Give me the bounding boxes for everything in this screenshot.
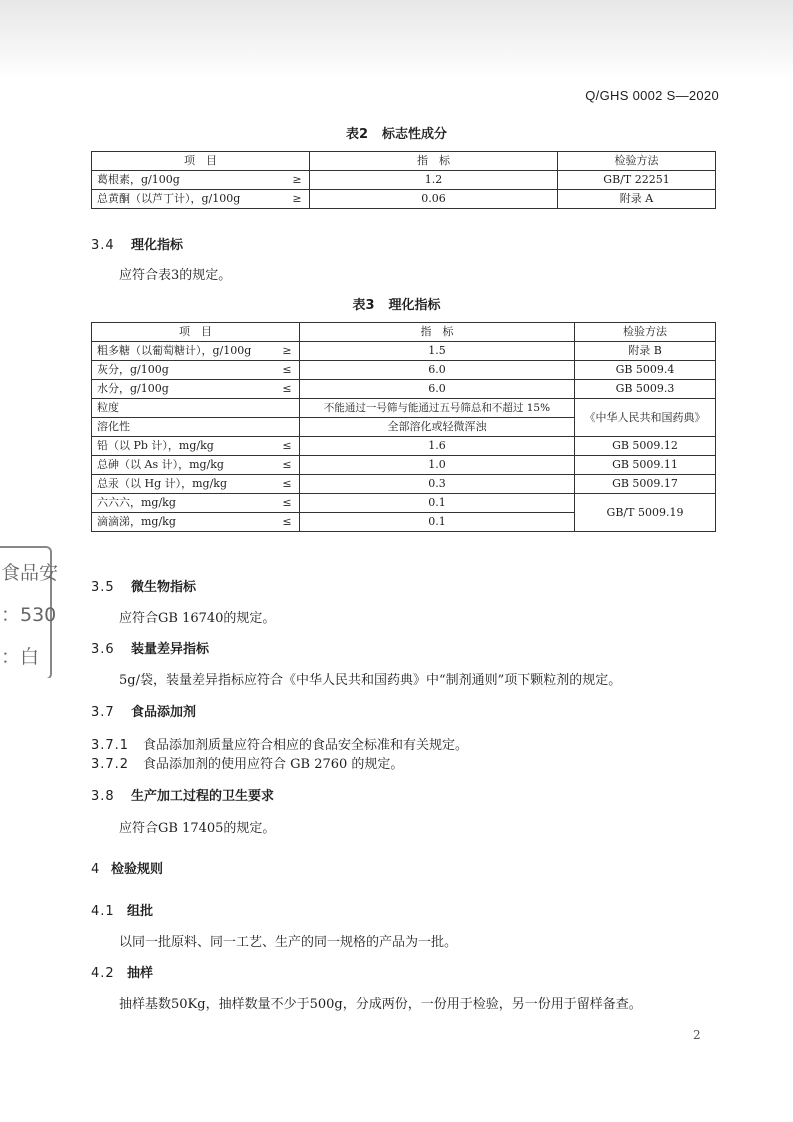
comparison-mark: ≤: [282, 515, 292, 528]
section-3-8-heading: [91, 785, 274, 804]
method-cell: 附录 B: [575, 342, 716, 361]
section-4-1-heading: [91, 900, 153, 919]
item-cell: [92, 475, 300, 494]
section-3-6-heading: [91, 638, 209, 657]
table2-caption-title: 标志性成分: [382, 127, 448, 142]
section-4-2-heading: [91, 962, 153, 981]
comparison-mark: ≤: [282, 477, 292, 490]
document-code: Q/GHS 0002 S—2020: [585, 88, 719, 103]
table3-caption: [0, 294, 793, 313]
section-title: 理化指标: [131, 238, 184, 253]
section-title: 装量差异指标: [131, 642, 210, 657]
method-cell: GB/T 22251: [558, 171, 716, 190]
method-cell: GB 5009.11: [575, 456, 716, 475]
section-4-1-text: 以同一批原料、同一工艺、生产的同一规格的产品为一批。: [119, 935, 458, 950]
table3: [91, 322, 716, 532]
table-row: [92, 437, 716, 456]
section-number: 4.2: [91, 966, 115, 981]
section-3-4-text: 应符合表3的规定。: [119, 268, 232, 283]
comparison-mark: ≥: [292, 173, 302, 186]
value-cell: 0.3: [300, 475, 575, 494]
section-4-heading: [91, 858, 163, 877]
item-name: 粗多糖（以葡萄糖计），g/100g: [97, 344, 252, 357]
table2-caption-number: 表2: [345, 127, 369, 142]
comparison-mark: ≤: [282, 458, 292, 471]
item-cell: [92, 418, 300, 437]
item-cell: [92, 190, 310, 209]
item-name: 总黄酮（以芦丁计），g/100g: [97, 192, 241, 205]
item-cell: [92, 513, 300, 532]
comparison-mark: ≥: [282, 344, 292, 357]
header-cell-item: 项 目: [92, 323, 300, 342]
section-3-7-heading: [91, 701, 196, 720]
table-row: [92, 494, 716, 513]
header-cell-value: 指 标: [310, 152, 558, 171]
item-cell: [92, 437, 300, 456]
method-cell: GB 5009.4: [575, 361, 716, 380]
clause-text: 食品添加剂的使用应符合 GB 2760 的规定。: [143, 757, 404, 772]
section-4-2-text: 抽样基数50Kg，抽样数量不少于500g，分成两份，一份用于检验，另一份用于留样备查。: [119, 997, 642, 1012]
section-number: 3.4: [91, 238, 115, 253]
table2: [91, 151, 716, 209]
clause-text: 食品添加剂质量应符合相应的食品安全标准和有关规定。: [143, 738, 469, 753]
value-cell: 6.0: [300, 361, 575, 380]
section-3-5-text: 应符合GB 16740的规定。: [119, 611, 276, 626]
table-row: [92, 361, 716, 380]
section-3-8-text: 应符合GB 17405的规定。: [119, 821, 276, 836]
value-cell: 不能通过一号筛与能通过五号筛总和不超过 15%: [300, 399, 575, 418]
item-cell: [92, 171, 310, 190]
comparison-mark: ≤: [282, 496, 292, 509]
comparison-mark: ≤: [282, 439, 292, 452]
item-name: 铅（以 Pb 计），mg/kg: [97, 439, 214, 452]
table-row: [92, 399, 716, 418]
table-row: [92, 342, 716, 361]
item-name: 总砷（以 As 计），mg/kg: [97, 458, 224, 471]
comparison-mark: ≤: [282, 382, 292, 395]
item-name: 六六六，mg/kg: [97, 496, 176, 509]
header-cell-method: 检验方法: [575, 323, 716, 342]
table-row: [92, 456, 716, 475]
item-name: 粒度: [97, 401, 119, 414]
method-cell: GB 5009.17: [575, 475, 716, 494]
method-cell: GB/T 5009.19: [575, 494, 716, 532]
stamp-text: ：530: [1, 604, 57, 626]
table3-caption-title: 理化指标: [388, 298, 441, 313]
value-cell: 0.1: [300, 513, 575, 532]
table-row: [92, 380, 716, 399]
section-title: 微生物指标: [131, 580, 197, 595]
clause-3-7-1: [91, 734, 468, 753]
value-cell: 1.2: [310, 171, 558, 190]
section-title: 抽样: [127, 966, 154, 981]
comparison-mark: ≤: [282, 363, 292, 376]
item-name: 滴滴涕，mg/kg: [97, 515, 176, 528]
table-header-row: [92, 152, 716, 171]
stamp-text: ：白: [1, 646, 40, 668]
item-cell: [92, 399, 300, 418]
method-cell: GB 5009.12: [575, 437, 716, 456]
item-cell: [92, 342, 300, 361]
section-number: 3.5: [91, 580, 115, 595]
section-number: 3.6: [91, 642, 115, 657]
item-cell: [92, 380, 300, 399]
item-name: 溶化性: [97, 420, 130, 433]
value-cell: 0.06: [310, 190, 558, 209]
section-3-5-heading: [91, 576, 196, 595]
clause-number: 3.7.2: [91, 757, 130, 772]
stamp-text: 食品安: [1, 562, 58, 584]
item-cell: [92, 456, 300, 475]
method-cell: GB 5009.3: [575, 380, 716, 399]
item-cell: [92, 361, 300, 380]
value-cell: 1.6: [300, 437, 575, 456]
method-cell: 《中华人民共和国药典》: [575, 399, 716, 437]
page-number: 2: [693, 1028, 701, 1042]
header-cell-method: 检验方法: [558, 152, 716, 171]
value-cell: 全部溶化或轻微浑浊: [300, 418, 575, 437]
comparison-mark: ≥: [292, 192, 302, 205]
item-name: 灰分，g/100g: [97, 363, 169, 376]
value-cell: 1.0: [300, 456, 575, 475]
clause-3-7-2: [91, 753, 403, 772]
item-name: 水分，g/100g: [97, 382, 169, 395]
section-title: 检验规则: [111, 862, 164, 877]
section-title: 食品添加剂: [131, 705, 197, 720]
value-cell: 6.0: [300, 380, 575, 399]
item-name: 总汞（以 Hg 计），mg/kg: [97, 477, 228, 490]
header-cell-item: 项 目: [92, 152, 310, 171]
table3-caption-number: 表3: [352, 298, 375, 313]
table-row: [92, 171, 716, 190]
section-title: 组批: [127, 904, 154, 919]
header-cell-value: 指 标: [300, 323, 575, 342]
section-number: 3.8: [91, 789, 115, 804]
value-cell: 1.5: [300, 342, 575, 361]
table-row: [92, 475, 716, 494]
table-row: [92, 190, 716, 209]
section-number: 4: [91, 862, 100, 877]
section-number: 4.1: [91, 904, 115, 919]
scan-top-band: [0, 0, 793, 80]
method-cell: 附录 A: [558, 190, 716, 209]
section-title: 生产加工过程的卫生要求: [131, 789, 275, 804]
section-3-4-heading: [91, 234, 183, 253]
section-3-6-text: 5g/袋，装量差异指标应符合《中华人民共和国药典》中“制剂通则”项下颗粒剂的规定。: [119, 673, 622, 688]
stamp-fragment: [0, 544, 58, 678]
table-header-row: [92, 323, 716, 342]
table2-caption: [0, 123, 793, 142]
item-name: 葛根素，g/100g: [97, 173, 180, 186]
section-number: 3.7: [91, 705, 115, 720]
value-cell: 0.1: [300, 494, 575, 513]
item-cell: [92, 494, 300, 513]
clause-number: 3.7.1: [91, 738, 130, 753]
